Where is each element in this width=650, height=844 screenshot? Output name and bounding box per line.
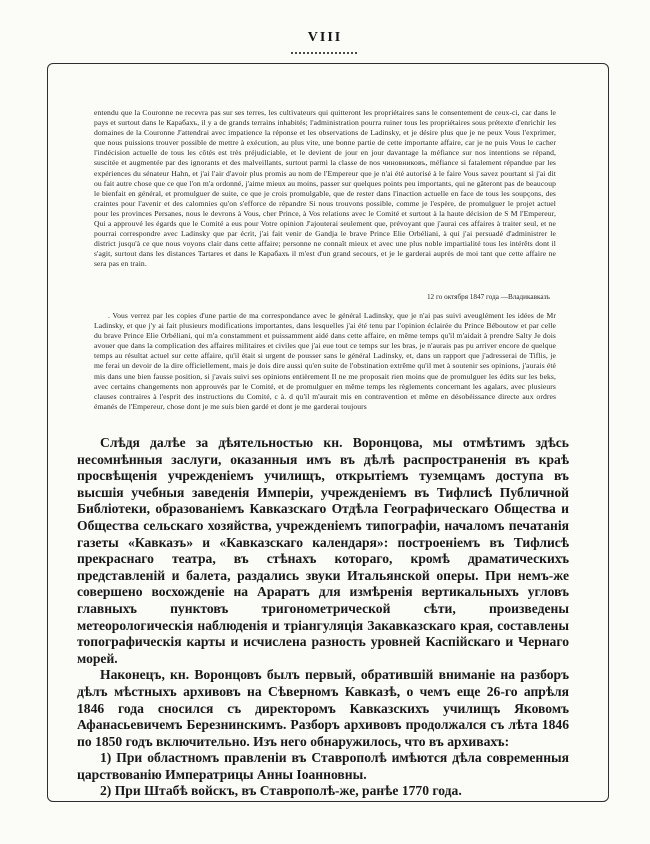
list-item-archive-1: 1) При областномъ правленіи въ Ставрополѣ имѣются дѣла современныя царствованію Императрицы Анны Іоанновны. (77, 750, 569, 782)
page-number: VIII (307, 30, 343, 45)
page-frame (47, 63, 609, 802)
french-letter-paragraph-1: entendu que la Couronne ne recevra pas sur ses terres, les cultivateurs qui quitteront les propriétaires sans le consentement de ceux-ci, car dans le pays et surtout dans le Карабахъ, il y a de grands terrains inhabités; l'administration pourra ruiner tous les propriétaires sous prétexte d'enrichir les domaines de la Couronne J'attendrai avec impatience la réponse et les observations de Ladinsky, et je désire plus que je ne peux Vous l'exprimer, que nous puissions trouver possible de mettre à exécution, au plus vite, une bonne partie de cette importante affaire, car je ne puis Vous le cacher l'indécision actuelle de tous les côtés est très préjudiciable, et le devient de jour en jour davantage la méfiance sur nos intentions se répand, suscitée et augmentée par des ignorants et des malveillants, surtout parmi la classe de nos чиновниковъ, méfiance si fatalement répandue par les expériences du sénateur Hahn, et j'ai l'air d'avoir plus promis au nom de l'Empereur que je n'ai été autorisé à le faire Vous savez pourtant si j'ai dit ou fait autre chose que ce que l'on m'a ordonné, j'aime mieux au moins, passer sur quelques points peu importants, qui ne gâteront pas de beaucoup le bienfait en général, et promulguer de suite, ce que je crois promulgable, que de rester dans l'inaction actuelle en face de tous les soupçons, des craintes pour l'avenir et des calomnies qu'on s'efforce de répandre Si nous trouvons possible, comme je l'espère, de promulguer le projet actuel pour les provinces Persanes, nous le devrons à Vous, cher Prince, à Vos relations avec le Comité et surtout à la haute décision de S M l'Empereur, Qui a approuvé les égards que le Comité a eus pour Votre opinion J'ajouterai seulement que, prévoyant que j'aurai ces affaires à traiter seul, et ne pourrai correspondre avec Ladinsky que par écrit, j'ai fait venir de Gandja le brave Prince Elie Orbéliani, à qui j'ai persuadé d'administrer le district jusqu'à ce que nous voyons clair dans cette affaire; personne ne connaît mieux et avec une plus noble impartialité tous les intérêts dont il s'agit, surtout dans les distances Tartares et dans le Карабахъ il m'est d'un grand secours, et je le garderai auprès de moi tant que cette affaire ne sera pas en train. (94, 108, 556, 269)
letter-dateline: 12 го октября 1847 года —Владикавказъ (426, 293, 550, 301)
body-paragraph-voroncov-merits: Слѣдя далѣе за дѣятельностью кн. Воронцова, мы отмѣтимъ здѣсь несомнѣнныя заслуги, оказанныя имъ въ дѣлѣ распространенія въ краѣ просвѣщенія учрежденіемъ училищъ, открытіемъ туземцамъ доступа въ высшія учебныя заведенія Имперіи, учрежденіемъ въ Тифлисѣ Публичной Библіотеки, образованіемъ Кавказскаго Отдѣла Географическаго Общества и Общества сельскаго хозяйства, учрежденіемъ типографіи, началомъ печатанія газеты «Кавказъ» и «Кавказскаго календаря»: построеніемъ въ Тифлисѣ прекраснаго театра, въ стѣнахъ котораго, кромѣ драматическихъ представленій и балета, раздались звуки Итальянской оперы. При немъ-же совершено восхожденіе на Араратъ для измѣренія вертикальныхъ угловъ главныхъ пунктовъ тригонометрической сѣти, произведены метеорологическія наблюденія и тріангуляція Закавказскаго края, составлены топографическія карты и исчислена разность уровней Каспійскаго и Чернаго морей. (77, 435, 569, 666)
list-item-archive-2: 2) При Штабѣ войскъ, въ Ставрополѣ-же, ранѣе 1770 года. (100, 783, 462, 799)
body-paragraph-archives: Наконецъ, кн. Воронцовъ былъ первый, обратившій вниманіе на разборъ дѣлъ мѣстныхъ архивовъ на Сѣверномъ Кавказѣ, о чемъ еще 26-го апрѣля 1846 года сносился съ директоромъ Кавказскихъ училищъ Яковомъ Афанасьевичемъ Березнинскимъ. Разборъ архивовъ продолжался съ лѣта 1846 по 1850 годъ включительно. Изъ него обнаружилось, что въ архивахъ: (77, 667, 569, 749)
header-rule (291, 52, 357, 54)
main-russian-text (77, 435, 569, 800)
french-letter-paragraph-2: . Vous verrez par les copies d'une partie de ma correspondance avec le général Ladinsky, que je n'ai pas suivi aveuglément les idées de Mr Ladinsky, et que j'y ai fait plusieurs modifications importantes, dans lesquelles j'ai été tenu par l'opinion éclairée du Prince Béboutow et par celle du brave Prince Elie Orbéliani, qui m'a constamment et puissamment aidé dans cette affaire, en même temps qu'il m'aidait à prendre Salty Je dois avouer que dans la complication des affaires militaires et civiles que j'ai eue tout ce temps sur les bras, je n'aurais pas pu arriver encore de quelque temps au résultat actuel sur cette affaire, qu'il était si urgent de pousser sans le général Ladinsky, et, dans un rapport que j'adresserai de Tiflis, je me ferai un devoir de la dire officiellement, mais je dois dire aussi qu'en suite de l'obstination extrême qu'il met à soutenir ses opinions, j'aurais été mis dans une bien fausse position, si j'avais suivi ses opinions entièrement Il ne me proposait rien moins que de promulguer les édits sur les beks, avec certains changements non approuvés par le Comité, et de promulguer en même temps les règlements concernant les agalars, avec plusieurs clauses contraires à l'esprit des instructions du Comité, c à. d qu'il m'aurait mis en contravention et même en désobéissance directe aux ordres émanés de l'Empereur, chose dont je me suis bien gardé et dont je me garderai toujours (94, 311, 556, 411)
